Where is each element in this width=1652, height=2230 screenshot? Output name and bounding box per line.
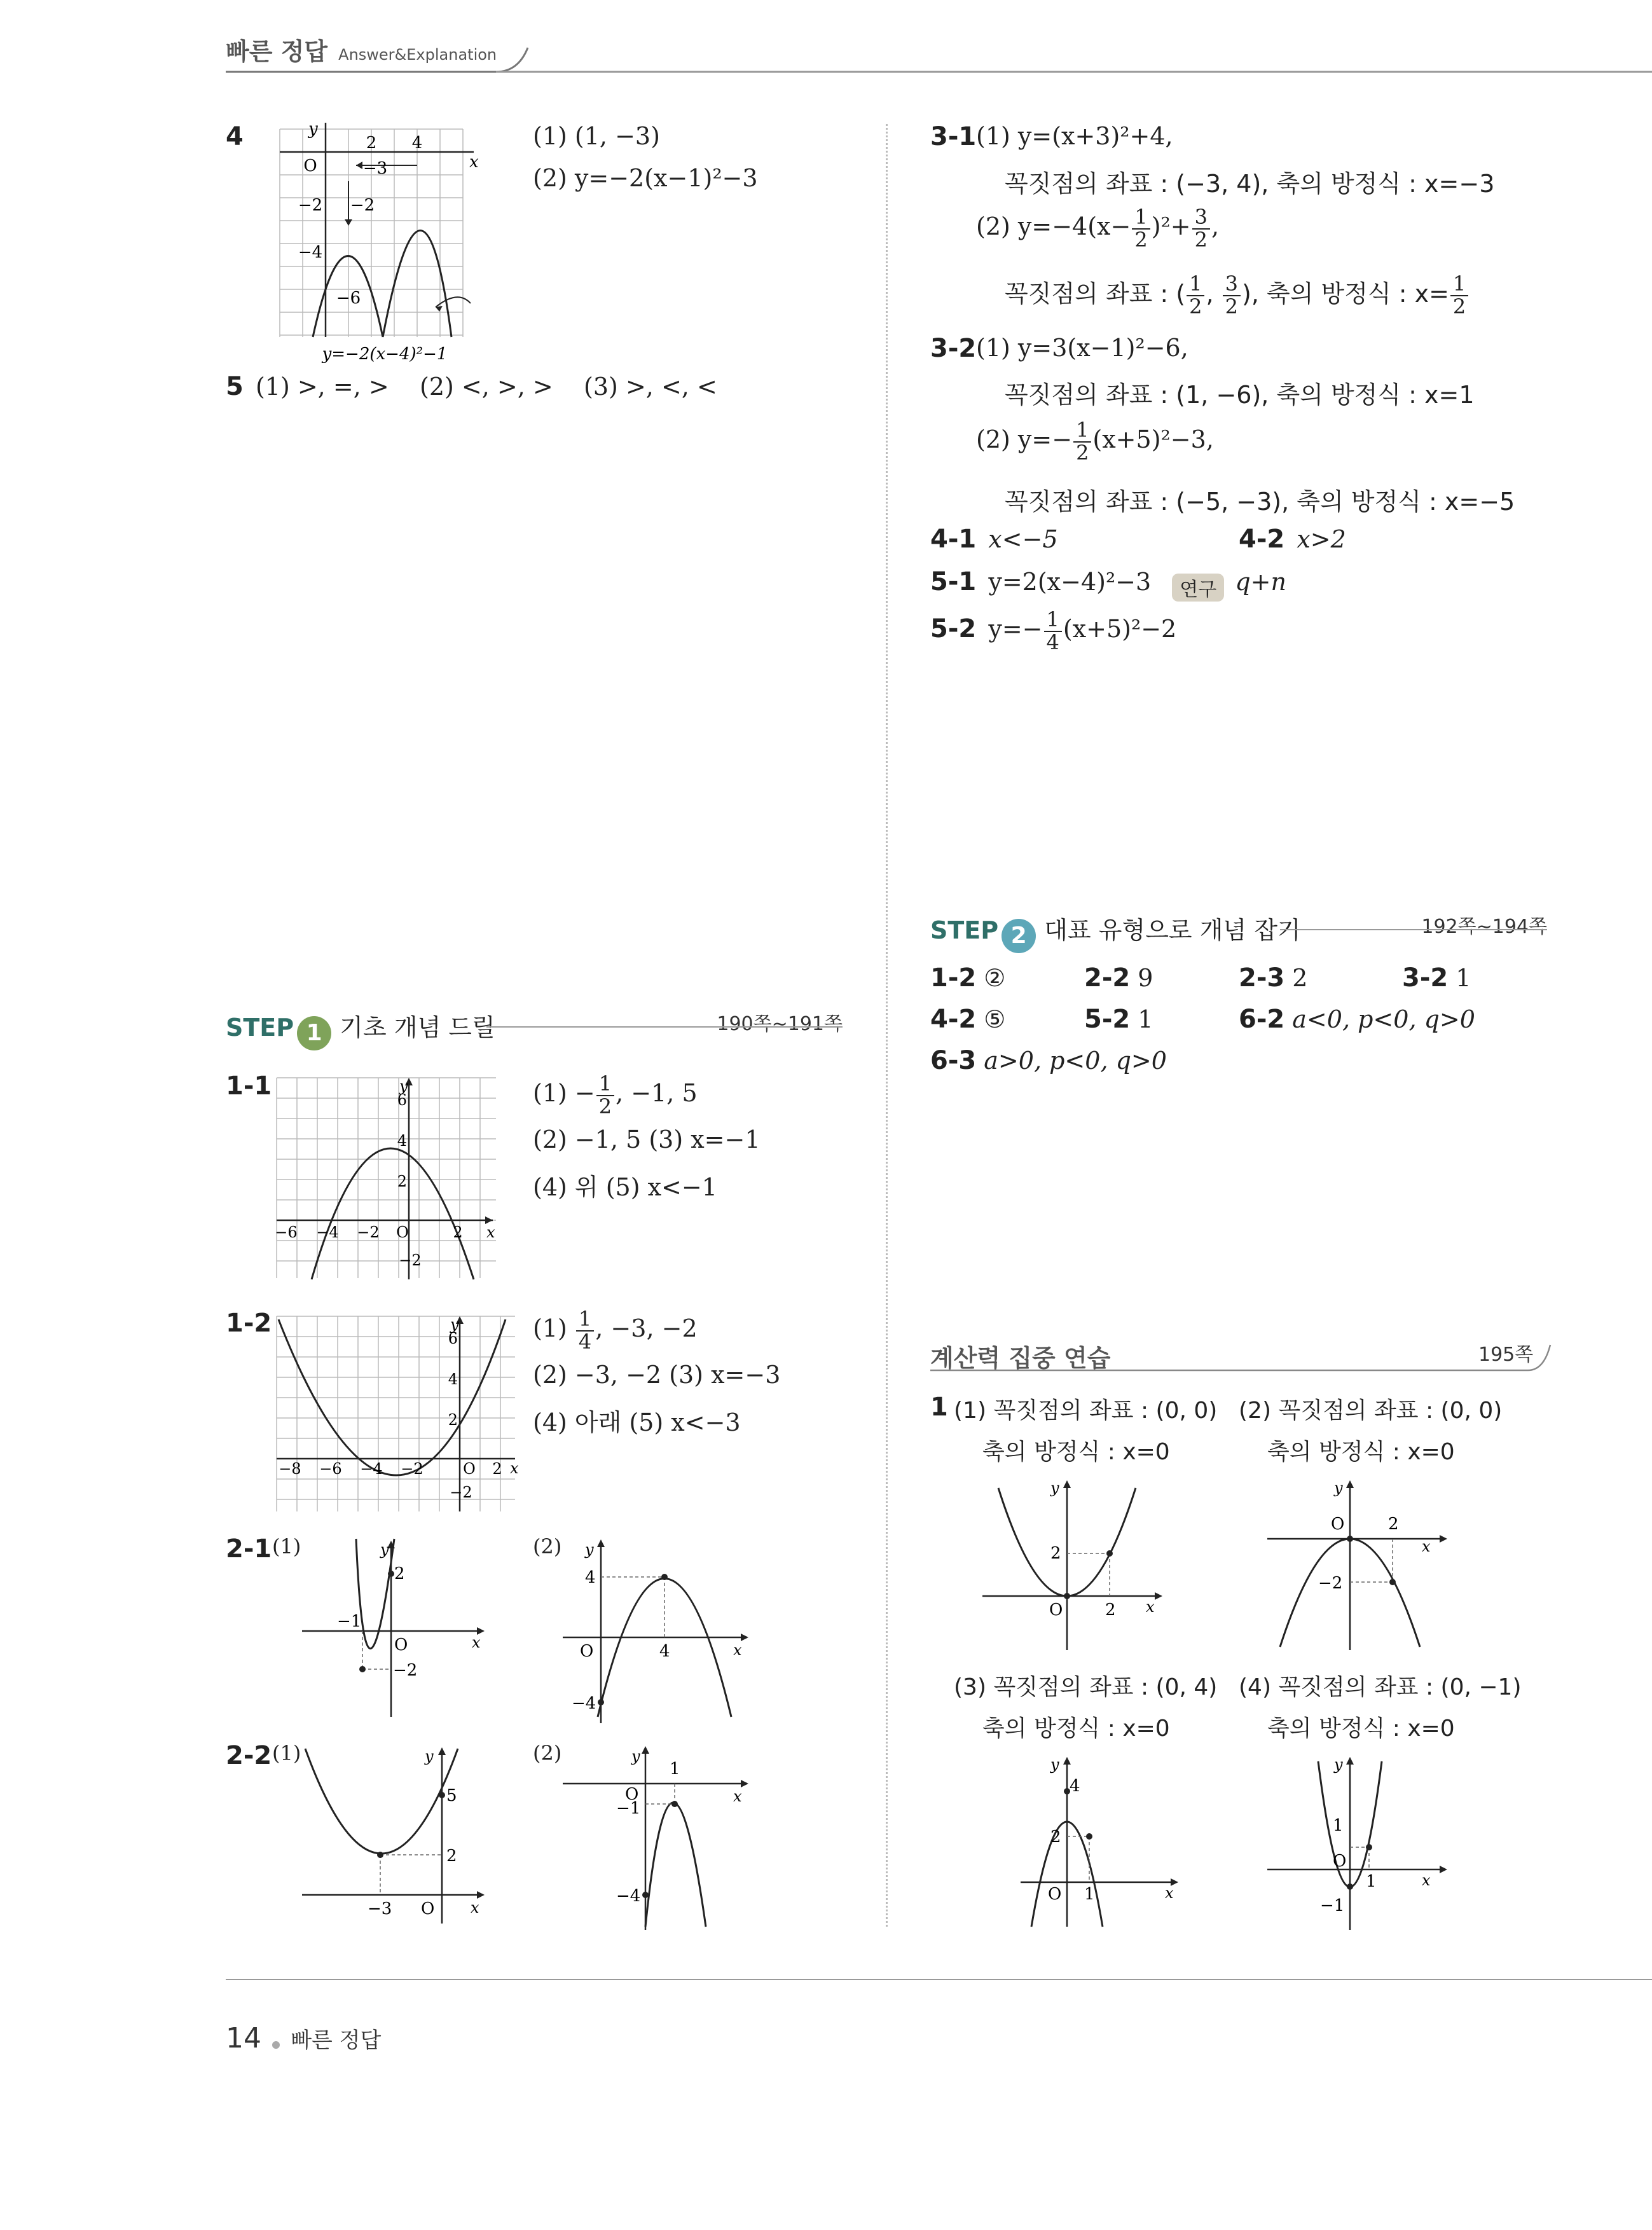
calc-g4-ylabel: y (1334, 1756, 1343, 1773)
q1-1-frac-num: 1 (596, 1073, 614, 1096)
q3-1-l4-f3-den: 2 (1452, 294, 1466, 319)
q1-1-ytick-m2: −2 (399, 1251, 422, 1269)
question-4-inner-m2: −2 (350, 196, 375, 215)
calc-g2-origin: O (1331, 1515, 1345, 1534)
calc-g2-ylabel: y (1334, 1479, 1343, 1497)
q4-1-number: 4-1 (930, 525, 977, 554)
question-4-inner-m3: −3 (362, 159, 388, 178)
step2-6-2-num: 6-2 (1239, 1005, 1285, 1034)
footer-label: 빠른 정답 (291, 2028, 382, 2053)
step2-answer-6-3 (930, 1046, 1167, 1075)
step2-answer-6-2 (1239, 1005, 1475, 1034)
q1-1-ytick-6: 6 (397, 1091, 407, 1109)
calc-g1-ylabel: y (1050, 1479, 1059, 1497)
q2-2-g2-label-m1: −1 (616, 1799, 641, 1818)
question-4-graph-ylabel: y (308, 120, 318, 139)
calc-p3-vertex: (3) 꼭짓점의 좌표 : (0, 4) (954, 1674, 1218, 1700)
q2-2-g1-label-m3: −3 (368, 1899, 392, 1918)
calc-g3-ylabel: y (1050, 1756, 1059, 1773)
q5-1-number: 5-1 (930, 567, 977, 596)
q1-2-xtick-m2: −2 (401, 1460, 423, 1478)
q2-1-g1-xlabel: x (472, 1634, 481, 1651)
q3-1-line-3 (976, 207, 1219, 251)
calc-g4-label-m1: −1 (1320, 1896, 1345, 1915)
step2-answer-2-2 (1084, 963, 1153, 993)
q3-2-number: 3-2 (930, 334, 977, 363)
calc-section-rule (930, 1342, 1553, 1373)
step2-answer-1-2 (930, 963, 1005, 993)
q3-1-l3-f1-den: 2 (1134, 227, 1148, 252)
q2-1-graph-1 (299, 1536, 490, 1720)
calc-p2-vertex: (2) 꼭짓점의 좌표 : (0, 0) (1239, 1398, 1503, 1424)
q1-1-xlabel: x (486, 1223, 495, 1241)
step2-1-2-ans: ② (984, 964, 1006, 992)
q3-1-l3-frac2 (1192, 207, 1210, 251)
q3-1-l4-sep: , (1206, 280, 1222, 308)
calc-g2-label-x2: 2 (1388, 1515, 1399, 1534)
q3-1-line-1: (1) y=(x+3)²+4, (976, 122, 1173, 150)
calc-g2-label-m2: −2 (1318, 1574, 1343, 1593)
calc-number: 1 (930, 1393, 948, 1422)
question-4-tick-m2: −2 (298, 196, 323, 215)
q5-2 (930, 609, 1176, 653)
calc-p1-vertex: (1) 꼭짓점의 좌표 : (0, 0) (954, 1398, 1218, 1424)
calc-p4-vertex: (4) 꼭짓점의 좌표 : (0, −1) (1239, 1674, 1522, 1700)
step2-title: 대표 유형으로 개념 잡기 (1044, 916, 1301, 944)
q2-1-g2-origin: O (580, 1642, 594, 1661)
step2-answer-4-2 (930, 1005, 1005, 1034)
q3-1-l3-f2-den: 2 (1194, 227, 1208, 252)
q1-2-answer-3: (4) 아래 (5) x<−3 (533, 1408, 741, 1436)
q1-2-xtick-2: 2 (492, 1460, 502, 1478)
step2-6-3-num: 6-3 (930, 1046, 977, 1075)
q2-2-graph-2 (556, 1742, 754, 1933)
step2-header (930, 911, 1547, 953)
q3-2-l3-frac (1073, 420, 1091, 464)
header-rule (0, 19, 1652, 76)
q1-2-ytick-m2: −2 (450, 1483, 472, 1501)
q4-1-answer: x<−5 (988, 525, 1058, 553)
q5-1-study-badge: 연구 (1172, 574, 1224, 602)
q2-1-g1-label-m1: −1 (337, 1612, 362, 1631)
q2-2-number: 2-2 (226, 1741, 272, 1770)
calc-g4-origin: O (1333, 1852, 1347, 1871)
step2-4-2-num: 4-2 (930, 1005, 977, 1034)
q1-2-xlabel: x (510, 1459, 519, 1477)
q5-2-pre: y=− (988, 615, 1043, 644)
q1-1-xtick-m6: −6 (275, 1223, 298, 1241)
q1-1-xtick-m4: −4 (316, 1223, 339, 1241)
question-4-tick-m4: −4 (298, 243, 323, 262)
calc-g3-label-x1: 1 (1084, 1885, 1095, 1904)
step2-pages: 192쪽∼194쪽 (1421, 916, 1547, 938)
step2-1-2-num: 1-2 (930, 963, 977, 993)
step1-pages: 190쪽∼191쪽 (717, 1013, 843, 1035)
question-4-callout: y=−2(x−4)²−1 (322, 345, 448, 364)
q3-1-number: 3-1 (930, 122, 977, 151)
calc-p4-axis: 축의 방정식 : x=0 (1267, 1716, 1455, 1742)
step2-6-2-ans: a<0, p<0, q>0 (1292, 1005, 1475, 1033)
q2-1-g1-label-m2: −2 (393, 1661, 418, 1680)
q1-1-number: 1-1 (226, 1071, 272, 1101)
q3-1-l3-mid: )²+ (1151, 212, 1191, 241)
question-4-answer-1: (1) (1, −3) (533, 122, 660, 150)
q2-1-g2-label-4: 4 (585, 1568, 596, 1587)
q1-1-a1-pre: (1) − (533, 1079, 595, 1108)
page-number: 14 (226, 2022, 261, 2054)
q3-2-line-3 (976, 420, 1214, 464)
calc-g2-xlabel: x (1422, 1538, 1431, 1555)
footer-rule (226, 1979, 1652, 1980)
q3-1-l4-mid: ), 축의 방정식 : x= (1242, 280, 1449, 308)
calc-p2-axis: 축의 방정식 : x=0 (1267, 1439, 1455, 1465)
q2-2-g1-origin: O (421, 1899, 435, 1918)
q3-1-l4-f2-num: 3 (1223, 273, 1241, 296)
calc-g1-xlabel: x (1146, 1598, 1155, 1616)
question-4-origin: O (303, 156, 317, 176)
q3-1-l4-f3-num: 1 (1450, 273, 1468, 296)
q3-1-l4-f1-den: 2 (1189, 294, 1202, 319)
q1-1-ytick-2: 2 (397, 1173, 407, 1190)
q5-1 (930, 567, 1286, 602)
step2-6-3-ans: a>0, p<0, q>0 (984, 1047, 1167, 1075)
step1-number: 1 (297, 1016, 331, 1050)
q1-2-xtick-m6: −6 (319, 1460, 342, 1478)
footer (226, 2022, 381, 2054)
q2-2-g2-origin: O (625, 1785, 639, 1804)
calc-g1-label-x2: 2 (1105, 1600, 1116, 1620)
q4-2 (1239, 525, 1346, 554)
question-5 (226, 372, 717, 401)
calc-section-pages: 195쪽 (1478, 1344, 1534, 1366)
calc-g3-xlabel: x (1165, 1884, 1174, 1902)
q1-1-graph (273, 1075, 502, 1284)
q2-2-part-1: (1) (272, 1741, 301, 1765)
q3-2-line-4: 꼭짓점의 좌표 : (−5, −3), 축의 방정식 : x=−5 (1005, 488, 1515, 516)
calc-graph-4 (1264, 1752, 1455, 1936)
step1-rule (486, 1026, 843, 1028)
q1-2-ytick-2: 2 (448, 1411, 458, 1429)
q1-2-number: 1-2 (226, 1309, 272, 1338)
q2-1-g1-label-2: 2 (394, 1564, 405, 1583)
step2-number: 2 (1002, 919, 1036, 953)
q2-2-g1-xlabel: x (471, 1899, 479, 1917)
q4-1 (930, 525, 1058, 554)
q3-2-l3-post: (x+5)²−3, (1092, 425, 1214, 454)
step2-rule (1280, 929, 1547, 930)
q5-2-num: 1 (1044, 609, 1062, 632)
q5-2-answer (988, 607, 1177, 654)
calc-g1-label-y2: 2 (1050, 1544, 1061, 1563)
q1-1-answer-3: (4) 위 (5) x<−1 (533, 1173, 717, 1201)
question-4-graph (267, 118, 496, 366)
calc-section-title: 계산력 집중 연습 (930, 1344, 1111, 1372)
q5-2-post: (x+5)²−2 (1063, 615, 1177, 644)
calc-g1-origin: O (1049, 1600, 1063, 1620)
question-4-tick-2: 2 (366, 134, 377, 153)
q1-2-ytick-4: 4 (448, 1370, 458, 1388)
step2-2-2-num: 2-2 (1084, 963, 1131, 993)
q5-2-den: 4 (1046, 630, 1059, 654)
question-4-tick-4: 4 (411, 134, 423, 153)
q3-2-l3-pre: (2) y=− (976, 425, 1073, 454)
header-subtitle: Answer&Explanation (338, 46, 497, 64)
step2-answer-5-2 (1084, 1005, 1153, 1034)
q2-2-part-2: (2) (533, 1741, 562, 1765)
q2-2-g1-label-5: 5 (446, 1786, 457, 1805)
step2-3-2-ans: 1 (1456, 964, 1471, 992)
calc-g4-xlabel: x (1422, 1871, 1431, 1889)
q2-1-g1-ylabel: y (380, 1541, 389, 1559)
step2-answer-3-2 (1402, 963, 1471, 993)
step2-5-2-ans: 1 (1138, 1005, 1153, 1033)
q1-2-answer-1 (533, 1309, 698, 1352)
q2-2-g2-ylabel: y (631, 1747, 640, 1765)
q3-1-l4-pre: 꼭짓점의 좌표 : ( (1005, 280, 1186, 308)
q1-2-a1-post: , −3, −2 (595, 1314, 698, 1343)
step2-2-3-ans: 2 (1292, 964, 1308, 992)
calc-g3-origin: O (1048, 1885, 1062, 1904)
q3-2-line-2: 꼭짓점의 좌표 : (1, −6), 축의 방정식 : x=1 (1005, 381, 1475, 409)
calc-graph-3 (1017, 1752, 1183, 1930)
q2-2-g2-label-m4: −4 (616, 1887, 641, 1906)
q5-2-frac (1044, 609, 1062, 653)
q3-1-l3-pre: (2) y=−4(x− (976, 212, 1131, 241)
q1-2-ylabel: y (450, 1316, 459, 1333)
q3-1-l4-frac1 (1187, 273, 1204, 317)
step2-5-2-num: 5-2 (1084, 1005, 1131, 1034)
q2-2-g1-label-2: 2 (446, 1847, 457, 1866)
q5-1-answer: y=2(x−4)²−3 (988, 568, 1152, 596)
q3-1-line-2: 꼭짓점의 좌표 : (−3, 4), 축의 방정식 : x=−3 (1005, 170, 1495, 198)
q3-1-line-4 (1005, 273, 1470, 317)
calc-p1-axis: 축의 방정식 : x=0 (982, 1439, 1170, 1465)
q2-1-part-2: (2) (533, 1534, 562, 1559)
q1-2-origin: O (463, 1460, 476, 1478)
q2-1-number: 2-1 (226, 1534, 272, 1564)
calc-g3-label-2: 2 (1050, 1827, 1061, 1847)
step1-title: 기초 개념 드릴 (340, 1014, 495, 1042)
q3-1-l3-f2-num: 3 (1192, 207, 1210, 230)
q1-1-a1-post: , −1, 5 (616, 1079, 698, 1108)
step2-4-2-ans: ⑤ (984, 1005, 1006, 1033)
q1-1-answer-2: (2) −1, 5 (3) x=−1 (533, 1125, 761, 1153)
q3-1-l3-frac1 (1132, 207, 1150, 251)
question-4-answer-2: (2) y=−2(x−1)²−3 (533, 164, 758, 192)
step1-header (226, 1008, 843, 1050)
q1-1-answer-1 (533, 1073, 698, 1117)
q3-1-l4-f1-num: 1 (1187, 273, 1204, 296)
q2-1-g2-ylabel: y (585, 1541, 594, 1559)
q2-2-g2-xlabel: x (733, 1787, 742, 1805)
q1-2-xtick-m4: −4 (360, 1460, 383, 1478)
q2-1-g2-label-x4: 4 (659, 1642, 670, 1661)
q3-2-l3-num: 1 (1073, 420, 1091, 443)
q2-2-g1-ylabel: y (425, 1747, 434, 1765)
q4-2-answer: x>2 (1297, 525, 1346, 553)
q1-1-xtick-2: 2 (453, 1223, 463, 1241)
q1-2-ytick-6: 6 (448, 1330, 458, 1347)
calc-g3-label-4: 4 (1070, 1777, 1080, 1796)
q3-1-l3-f1-num: 1 (1132, 207, 1150, 230)
q2-1-part-1: (1) (272, 1534, 301, 1559)
q5-2-number: 5-2 (930, 614, 977, 644)
q3-2-l3-den: 2 (1076, 440, 1089, 465)
q1-2-xtick-m8: −8 (279, 1460, 301, 1478)
step2-2-2-ans: 9 (1138, 964, 1153, 992)
calc-p3-axis: 축의 방정식 : x=0 (982, 1716, 1170, 1742)
q3-1-l4-f2-den: 2 (1225, 294, 1239, 319)
calc-graph-2 (1264, 1475, 1455, 1653)
q2-1-graph-2 (556, 1536, 754, 1726)
q1-2-fraction (576, 1309, 594, 1352)
q2-1-g2-xlabel: x (733, 1641, 742, 1659)
step2-word: STEP (930, 916, 999, 944)
q3-2-line-1: (1) y=3(x−1)²−6, (976, 334, 1188, 362)
q1-1-frac-den: 2 (598, 1094, 612, 1118)
question-4-graph-xlabel: x (469, 153, 479, 172)
q3-1-l3-post: , (1211, 212, 1220, 241)
q1-1-origin: O (396, 1223, 409, 1241)
q1-2-frac-den: 4 (578, 1329, 592, 1354)
q4-2-number: 4-2 (1239, 525, 1285, 554)
step2-2-3-num: 2-3 (1239, 963, 1285, 993)
q1-1-fraction (596, 1073, 614, 1117)
calc-g4-label-y1: 1 (1333, 1816, 1344, 1835)
question-5-answer: (1) >, =, > (2) <, >, > (3) >, <, < (255, 373, 717, 401)
q1-2-frac-num: 1 (576, 1309, 594, 1332)
footer-dot (272, 2041, 280, 2049)
q2-2-graph-1 (299, 1742, 490, 1927)
q2-1-g2-label-m4: −4 (572, 1694, 596, 1713)
q1-1-ytick-4: 4 (397, 1132, 407, 1150)
q1-1-ylabel: y (399, 1077, 408, 1095)
step2-answer-2-3 (1239, 963, 1307, 993)
q1-2-answer-2: (2) −3, −2 (3) x=−3 (533, 1361, 781, 1389)
q3-1-l4-frac2 (1223, 273, 1241, 317)
question-4-number: 4 (226, 122, 244, 151)
calc-graph-1 (979, 1475, 1170, 1653)
column-divider (886, 124, 888, 1927)
question-5-number: 5 (226, 372, 244, 401)
step2-3-2-num: 3-2 (1402, 963, 1449, 993)
header-title: 빠른 정답 (226, 38, 328, 65)
q1-1-xtick-m2: −2 (357, 1223, 380, 1241)
q5-1-extra: q+n (1235, 568, 1286, 596)
question-4-tick-m6: −6 (336, 289, 361, 308)
calc-g4-label-x1: 1 (1366, 1872, 1377, 1891)
q3-1-l4-frac3 (1450, 273, 1468, 317)
q2-1-g1-origin: O (394, 1635, 408, 1655)
q1-2-a1-pre: (1) (533, 1314, 575, 1343)
step1-word: STEP (226, 1014, 294, 1042)
q2-2-g2-label-1: 1 (670, 1759, 680, 1779)
q1-2-graph (273, 1313, 521, 1517)
